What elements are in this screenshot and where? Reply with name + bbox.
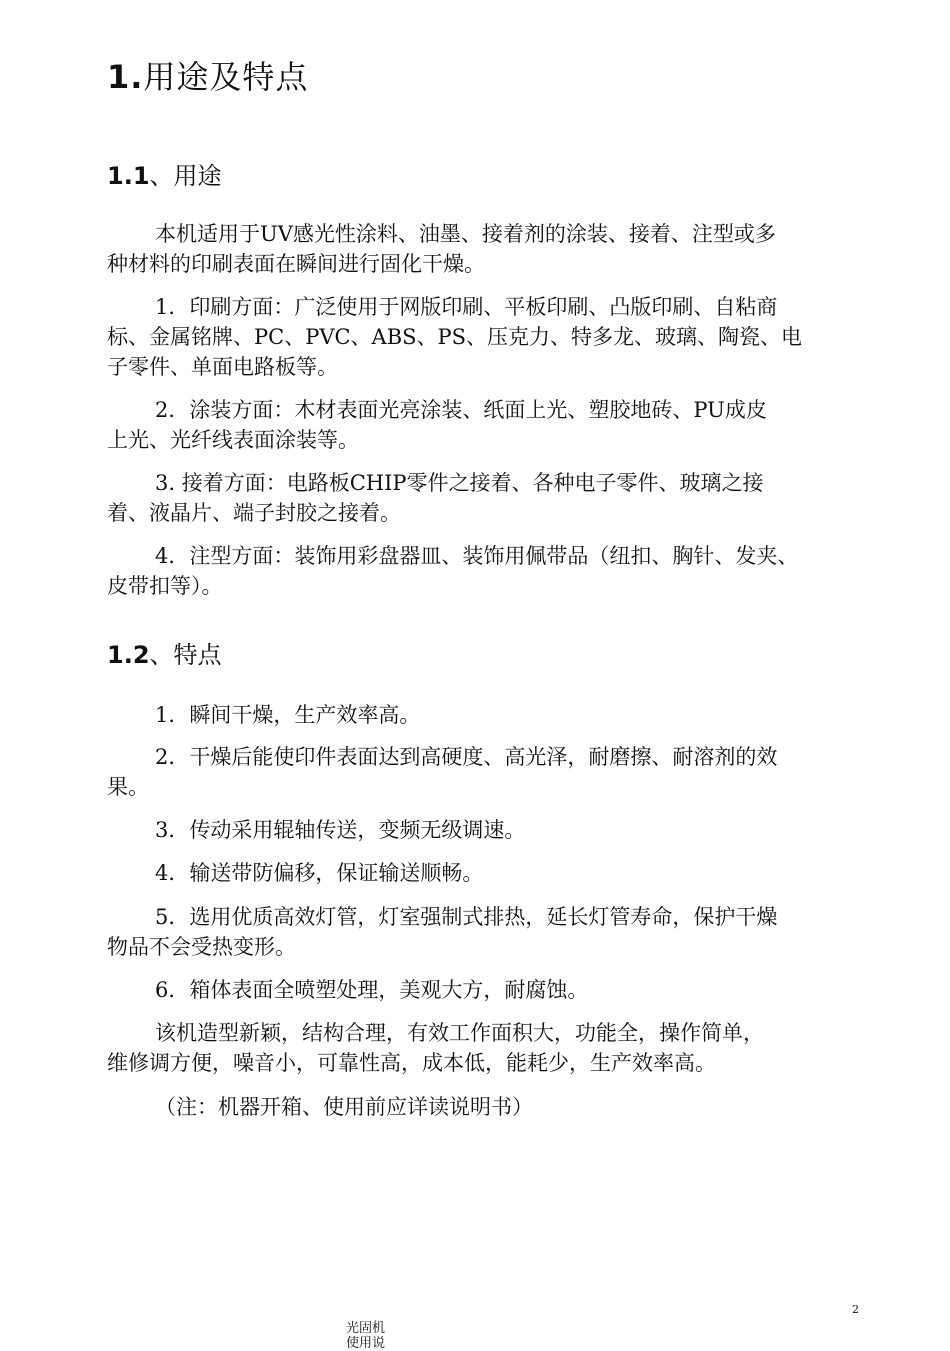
feature-item-5 bbox=[107, 902, 872, 962]
feature-item-3 bbox=[107, 815, 872, 845]
text-line: 本机适用于UV感光性涂料、油墨、接着剂的涂装、接着、注型或多 bbox=[155, 222, 776, 246]
feature-item-4 bbox=[107, 858, 872, 888]
section-text: 、特点 bbox=[149, 641, 222, 669]
title-text: 用途及特点 bbox=[143, 58, 309, 96]
paragraph-summary bbox=[107, 1018, 872, 1078]
title-number: 1. bbox=[107, 58, 144, 96]
page-number: 2 bbox=[852, 1303, 859, 1316]
text-line: 2．涂装方面：木材表面光亮涂装、纸面上光、塑胶地砖、PU成皮 bbox=[155, 398, 767, 422]
text-line: 种材料的印刷表面在瞬间进行固化干燥。 bbox=[107, 252, 485, 276]
text-line: 果。 bbox=[107, 775, 149, 799]
text-line: 3. 接着方面：电路板CHIP零件之接着、各种电子零件、玻璃之接 bbox=[155, 471, 764, 495]
text-line: 4．输送带防偏移，保证输送顺畅。 bbox=[155, 861, 484, 885]
text-line: 6．箱体表面全喷塑处理，美观大方，耐腐蚀。 bbox=[155, 978, 589, 1002]
paragraph-bonding bbox=[107, 468, 872, 528]
text-line: 皮带扣等）。 bbox=[107, 574, 223, 598]
section-heading-features bbox=[107, 635, 222, 670]
section-number: 1.2 bbox=[107, 641, 150, 669]
text-line: 5．选用优质高效灯管，灯室强制式排热，延长灯管寿命，保护干燥 bbox=[155, 905, 778, 929]
paragraph-coating bbox=[107, 395, 872, 455]
feature-item-1 bbox=[107, 700, 872, 730]
text-line: 维修调方便，噪音小，可靠性高，成本低，能耗少，生产效率高。 bbox=[107, 1051, 716, 1075]
text-line: 标、金属铭牌、PC、PVC、ABS、PS、压克力、特多龙、玻璃、陶瓷、电 bbox=[107, 325, 803, 349]
text-line: 1．印刷方面：广泛使用于网版印刷、平板印刷、凸版印刷、自粘商 bbox=[155, 295, 778, 319]
section-text: 、用途 bbox=[149, 162, 222, 190]
paragraph-printing bbox=[107, 292, 872, 382]
text-line: （注：机器开箱、使用前应详读说明书） bbox=[155, 1095, 533, 1119]
page-footer bbox=[346, 1321, 386, 1351]
text-line: 物品不会受热变形。 bbox=[107, 935, 296, 959]
text-line: 2．干燥后能使印件表面达到高硬度、高光泽，耐磨擦、耐溶剂的效 bbox=[155, 745, 778, 769]
text-line: 上光、光纤线表面涂装等。 bbox=[107, 428, 359, 452]
paragraph-note bbox=[107, 1092, 872, 1122]
section-heading-usage bbox=[107, 156, 222, 191]
paragraph-intro bbox=[107, 219, 872, 279]
text-line: 该机造型新颖，结构合理，有效工作面积大，功能全，操作简单， bbox=[155, 1021, 764, 1045]
text-line: 子零件、单面电路板等。 bbox=[107, 355, 338, 379]
page-title bbox=[107, 52, 308, 98]
text-line: 4．注型方面：装饰用彩盘器皿、装饰用佩带品（纽扣、胸针、发夹、 bbox=[155, 544, 799, 568]
text-line: 着、液晶片、端子封胶之接着。 bbox=[107, 501, 401, 525]
footer-line: 使用说 bbox=[346, 1336, 386, 1351]
feature-item-6 bbox=[107, 975, 872, 1005]
section-number: 1.1 bbox=[107, 162, 150, 190]
feature-item-2 bbox=[107, 742, 872, 802]
paragraph-molding bbox=[107, 541, 872, 601]
text-line: 1．瞬间干燥，生产效率高。 bbox=[155, 703, 421, 727]
footer-line: 光固机 bbox=[346, 1321, 386, 1336]
text-line: 3．传动采用辊轴传送，变频无级调速。 bbox=[155, 818, 526, 842]
